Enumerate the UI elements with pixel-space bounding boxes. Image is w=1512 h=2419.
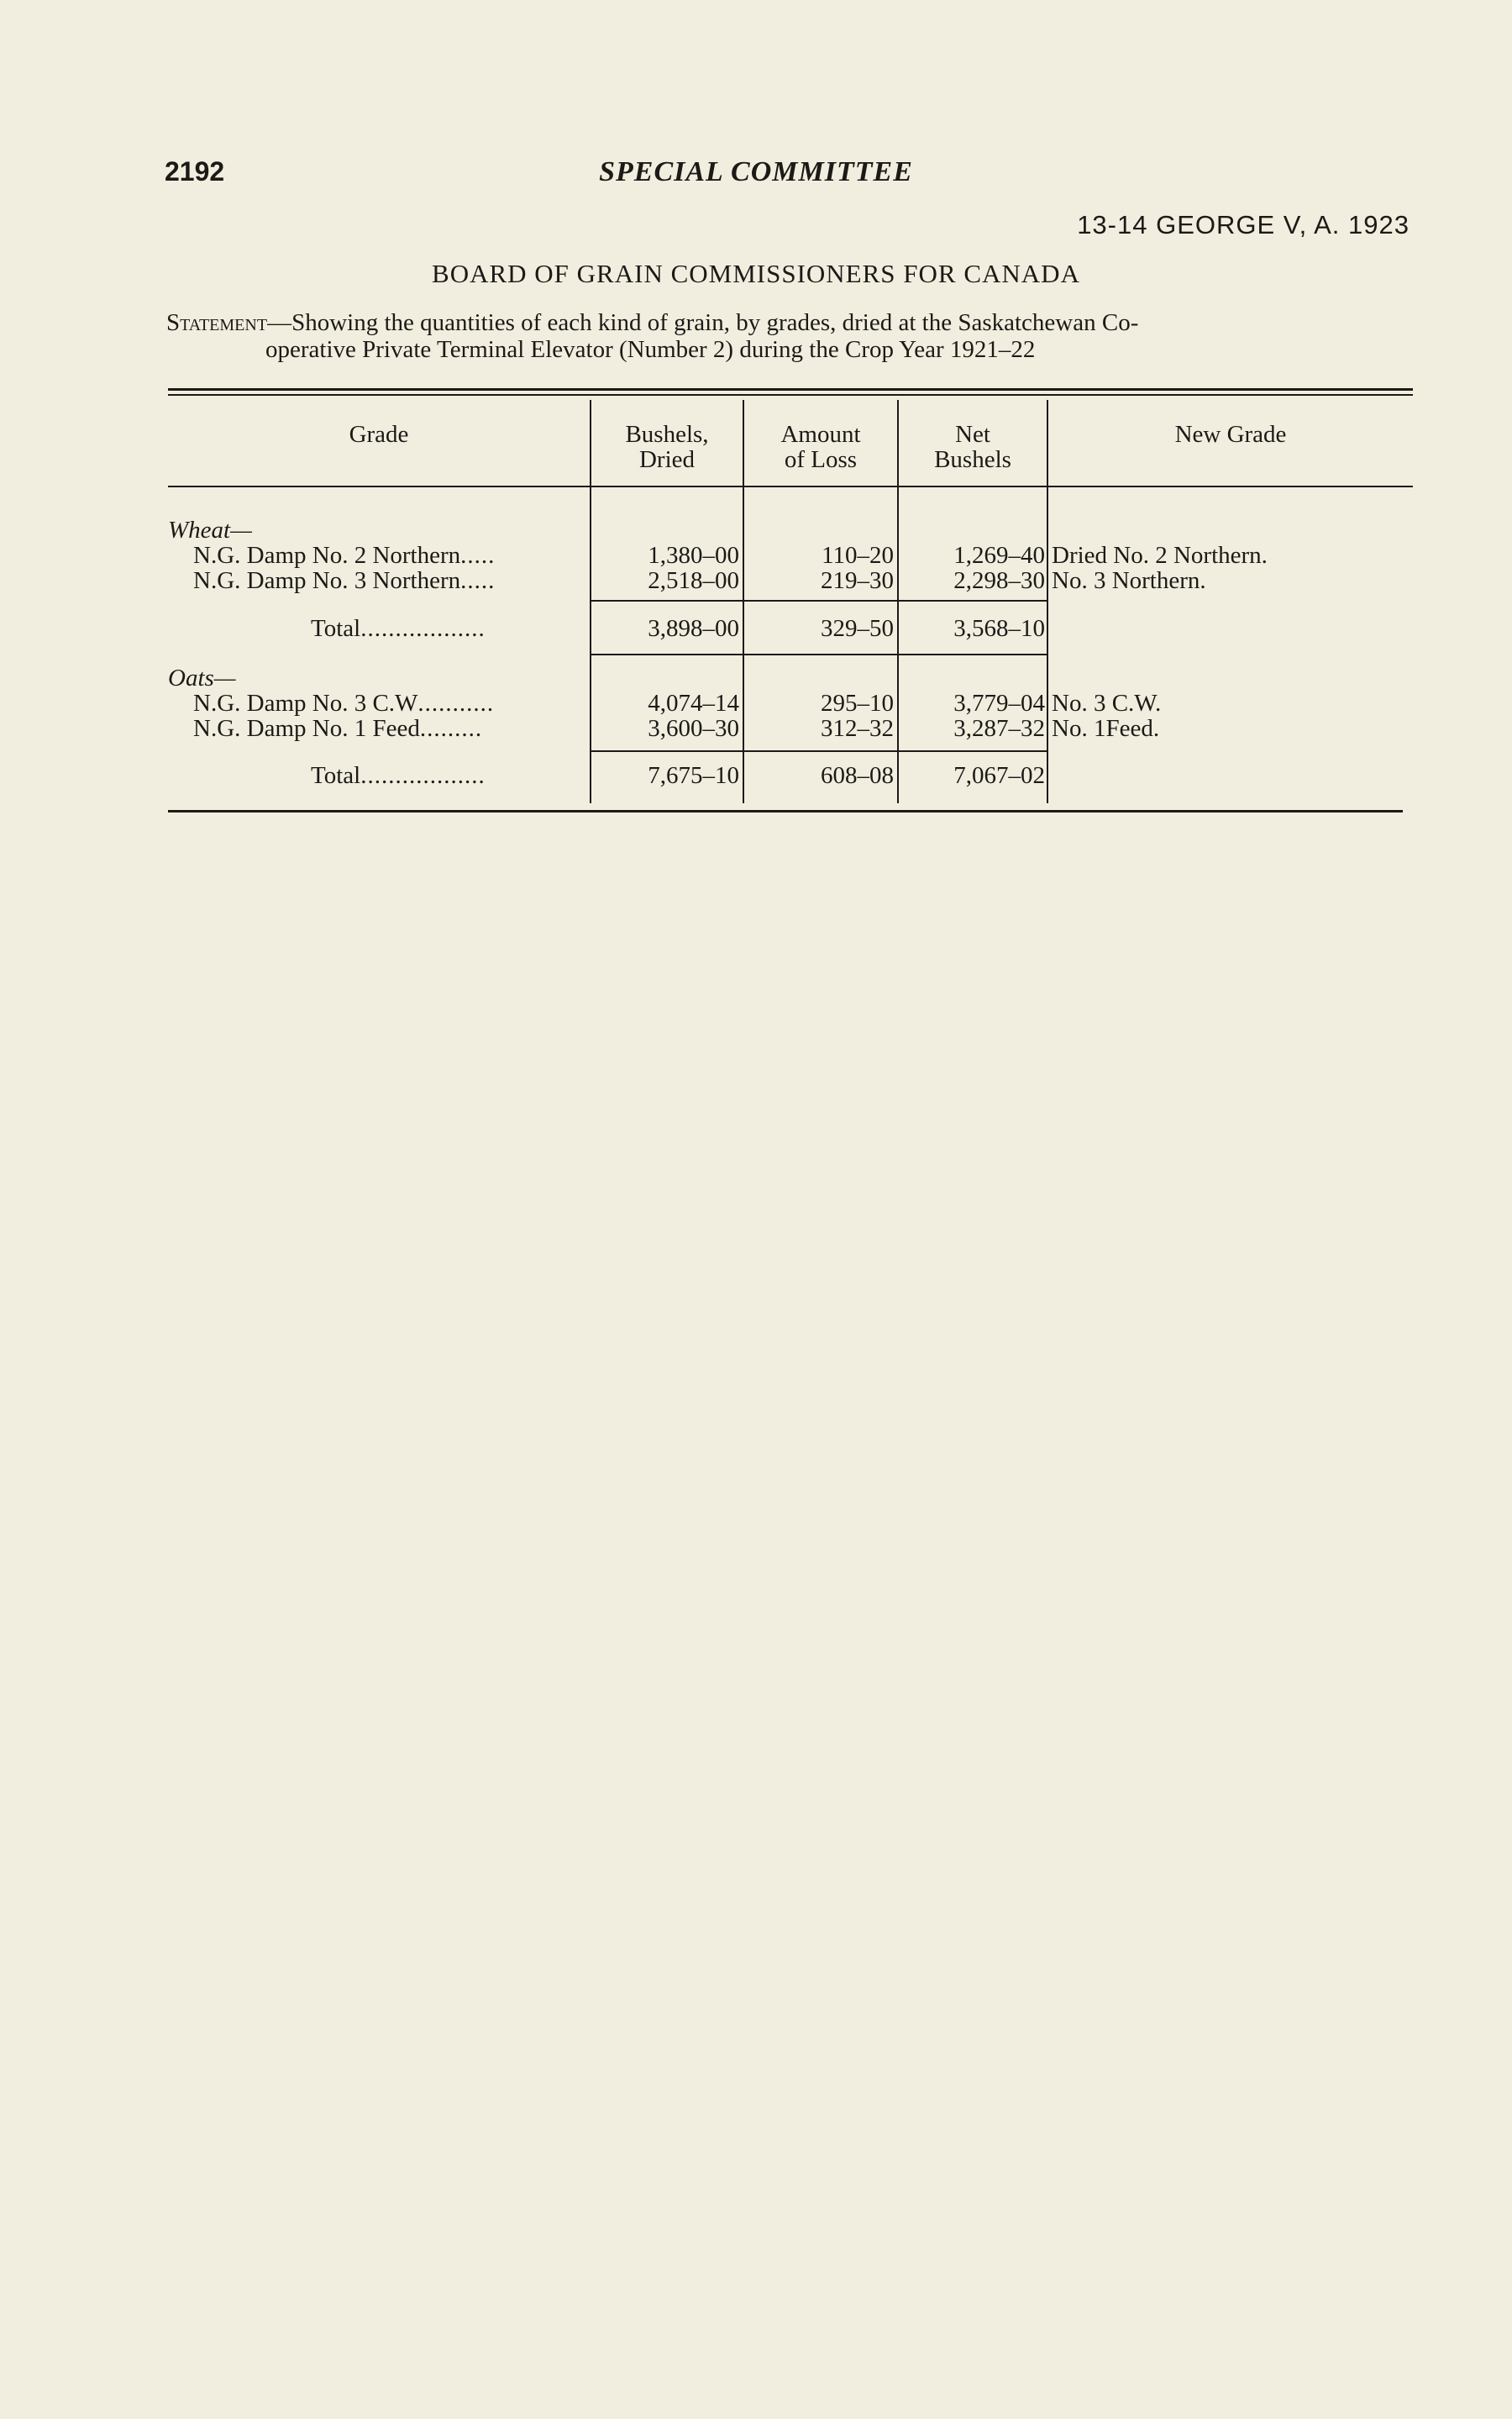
header-rule [168, 486, 1413, 487]
page-number: 2192 [165, 156, 225, 187]
column-header-bushels-line-2: Dried [638, 446, 696, 473]
board-title: BOARD OF GRAIN COMMISSIONERS FOR CANADA [432, 259, 1080, 288]
column-header-new-grade: New Grade [1174, 421, 1287, 448]
loss-total: 608–08 [821, 762, 894, 789]
column-header-bushels [591, 422, 743, 472]
bushels-total: 3,898–00 [648, 615, 739, 642]
column-header-net [899, 422, 1047, 472]
column-header-net-line-1: Net [955, 421, 990, 448]
grade-cell: N.G. Damp No. 1 Feed......... [193, 715, 483, 742]
column-header-loss-line-2: of Loss [784, 446, 858, 473]
total-label: Total.................. [311, 615, 486, 642]
table-top-rule [168, 388, 1413, 391]
new-grade-cell: No. 3 C.W. [1052, 690, 1162, 717]
table-top-rule-inner [168, 394, 1413, 396]
grade-cell: N.G. Damp No. 3 C.W........... [193, 690, 495, 717]
loss-cell: 219–30 [821, 567, 894, 594]
subtotal-rule [591, 600, 1047, 602]
section-heading-oats: Oats— [168, 665, 236, 692]
column-divider [1047, 400, 1048, 803]
statement-lead: Statement [166, 309, 268, 336]
subtotal-rule [591, 654, 1047, 655]
statement-caption [166, 309, 1411, 363]
loss-cell: 110–20 [822, 542, 894, 569]
table-bottom-rule [168, 810, 1403, 812]
bushels-cell: 2,518–00 [648, 567, 739, 594]
net-total: 3,568–10 [953, 615, 1045, 642]
bushels-cell: 4,074–14 [648, 690, 739, 717]
net-cell: 2,298–30 [953, 567, 1045, 594]
new-grade-cell: No. 3 Northern. [1052, 567, 1206, 594]
column-header-loss-line-1: Amount [780, 421, 861, 448]
bushels-total: 7,675–10 [648, 762, 739, 789]
new-grade-cell: Dried No. 2 Northern. [1052, 542, 1268, 569]
net-cell: 3,779–04 [953, 690, 1045, 717]
total-label: Total.................. [311, 762, 486, 789]
column-header-loss [744, 422, 897, 472]
net-total: 7,067–02 [953, 762, 1045, 789]
net-cell: 3,287–32 [953, 715, 1045, 742]
column-header-grade: Grade [349, 421, 409, 448]
running-head: SPECIAL COMMITTEE [599, 156, 913, 187]
column-header-bushels-line-1: Bushels, [625, 421, 709, 448]
bushels-cell: 1,380–00 [648, 542, 739, 569]
loss-total: 329–50 [821, 615, 894, 642]
net-cell: 1,269–40 [953, 542, 1045, 569]
statement-line-1: —Showing the quantities of each kind of grain, by grades, dried at the Saskatchewan Co- [267, 309, 1139, 336]
statement-line-2: operative Private Terminal Elevator (Number 2) during the Crop Year 1921–22 [265, 336, 1036, 363]
new-grade-cell: No. 1Feed. [1052, 715, 1160, 742]
subtotal-rule [591, 750, 1047, 752]
section-heading-wheat: Wheat— [168, 517, 252, 544]
column-header-net-line-2: Bushels [934, 446, 1011, 473]
bushels-cell: 3,600–30 [648, 715, 739, 742]
loss-cell: 295–10 [821, 690, 894, 717]
loss-cell: 312–32 [821, 715, 894, 742]
session-heading: 13-14 GEORGE V, A. 1923 [1077, 210, 1410, 239]
grade-cell: N.G. Damp No. 3 Northern..... [193, 567, 496, 594]
grade-cell: N.G. Damp No. 2 Northern..... [193, 542, 496, 569]
